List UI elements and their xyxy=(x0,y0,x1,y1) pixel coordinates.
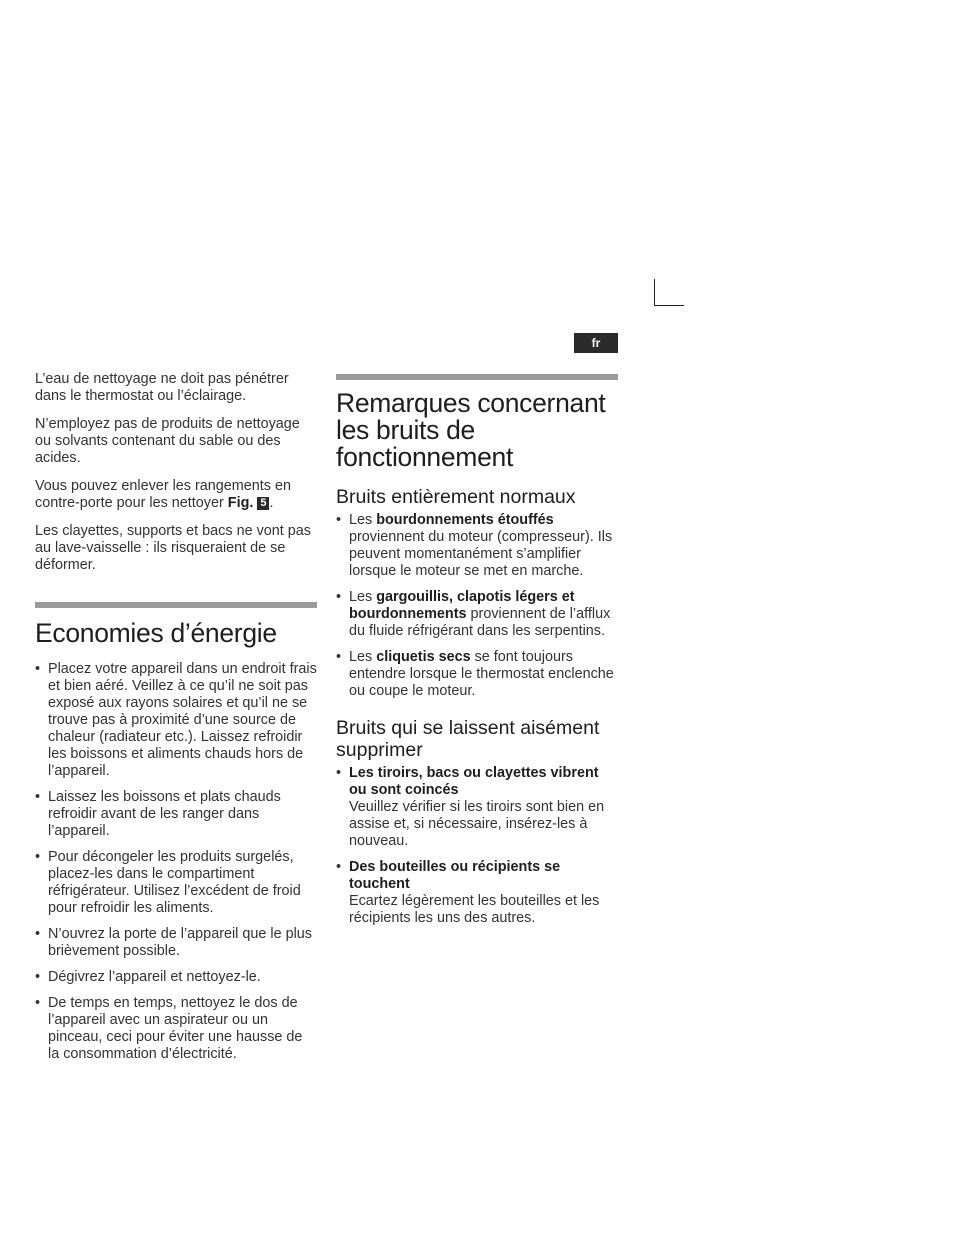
item-prefix: Les xyxy=(349,512,377,528)
list-item xyxy=(336,859,618,927)
normal-noises-list xyxy=(336,512,618,700)
item-keyword: • Les tiroirs, bacs ou clayettes vibrent ou sont coincés xyxy=(349,765,599,798)
item-prefix: Les xyxy=(349,589,377,605)
item-keyword: bourdonnements étouffés xyxy=(376,512,554,528)
item-prefix: Les xyxy=(349,649,377,665)
list-item: • N’ouvrez la porte de l’appareil que le plus brièvement possible. xyxy=(35,926,317,960)
crop-mark-horizontal xyxy=(654,305,684,306)
list-item xyxy=(336,765,618,850)
noise-section-title: Remarques concernant les bruits de fonctionnement xyxy=(336,388,606,472)
item-text: proviennent du moteur (compresseur). Ils peuvent momentanément s’amplifier lorsque le moteur se met en marche. xyxy=(349,529,613,579)
shelves-paragraph xyxy=(35,478,317,512)
list-item: • Dégivrez l’appareil et nettoyez-le. xyxy=(35,969,317,986)
list-item xyxy=(336,649,618,700)
crop-mark-vertical xyxy=(654,279,655,306)
list-item xyxy=(336,512,618,580)
dishwasher-paragraph: Les clayettes, supports et bacs ne vont pas au lave-vaisselle : ils risqueraient de se déformer. xyxy=(35,523,311,573)
shelves-text: Vous pouvez enlever les rangements en contre-porte pour les nettoyer xyxy=(35,478,291,511)
left-column xyxy=(35,371,317,1072)
energy-tips-list xyxy=(35,661,317,1063)
section-rule-noise xyxy=(336,374,618,380)
item-text: Veuillez vérifier si les tiroirs sont bien en assise et, si nécessaire, insérez-les à nouveau. xyxy=(349,799,605,849)
item-text: Ecartez légèrement les bouteilles et les récipients les uns des autres. xyxy=(349,893,600,926)
normal-noises-heading: Bruits entièrement normaux xyxy=(336,486,576,508)
fig-number-badge: 5 xyxy=(257,497,269,510)
fixable-noises-heading: Bruits qui se laissent aisément supprimer xyxy=(336,717,600,761)
list-item: • Laissez les boissons et plats chauds refroidir avant de les ranger dans l’appareil. xyxy=(35,789,317,840)
intro-paragraph-1: L’eau de nettoyage ne doit pas pénétrer dans le thermostat ou l’éclairage. xyxy=(35,371,289,404)
item-text: se font toujours entendre lorsque le thermostat enclenche ou coupe le moteur. xyxy=(349,649,614,699)
shelves-end: . xyxy=(269,495,274,511)
fixable-noises-list xyxy=(336,765,618,927)
section-rule-energy xyxy=(35,602,317,608)
list-item: • De temps en temps, nettoyez le dos de l’appareil avec un aspirateur ou un pinceau, ceci pour éviter une hausse de la consommation d’électricité. xyxy=(35,995,317,1063)
intro-paragraph-2: N’employez pas de produits de nettoyage ou solvants contenant du sable ou des acides. xyxy=(35,416,300,466)
list-item: • Placez votre appareil dans un endroit frais et bien aéré. Veillez à ce qu’il ne soit pas exposé aux rayons solaires et qu’il ne se trouve pas à proximité d’une source de chaleur (radiateur etc.). Laissez refroidir les boissons et aliments chauds hors de l’appareil. xyxy=(35,661,317,780)
item-text: proviennent de l’afflux du fluide réfrigérant dans les serpentins. xyxy=(349,606,611,639)
language-tab: fr xyxy=(574,333,618,353)
list-item: • Pour décongeler les produits surgelés, placez-les dans le compartiment réfrigérateur. Utilisez l’excédent de froid pour refroidir les aliments. xyxy=(35,849,317,917)
energy-section-title: Economies d’énergie xyxy=(35,618,277,648)
list-item xyxy=(336,589,618,640)
item-keyword: gargouillis, clapotis légers et bourdonnements xyxy=(349,589,575,622)
item-keyword: • Des bouteilles ou récipients se touchent xyxy=(349,859,561,892)
item-keyword: cliquetis secs xyxy=(376,649,471,665)
fig-label: Fig. xyxy=(227,495,254,511)
right-column xyxy=(336,374,618,936)
